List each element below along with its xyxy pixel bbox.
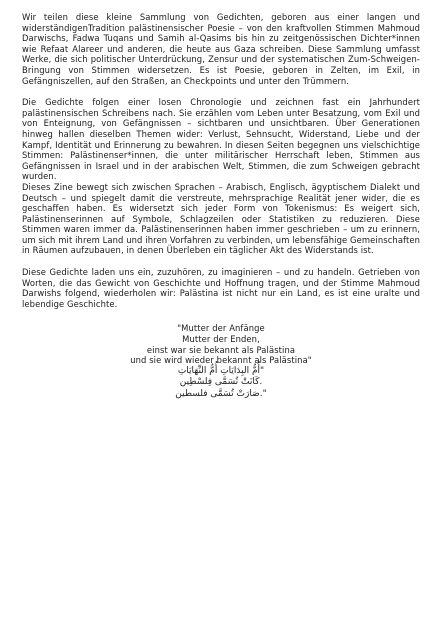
languages-paragraph: Dieses Zine bewegt sich zwischen Sprachen – Arabisch, Englisch, ägyptischem Dialekt und Deutsch – und spiegelt damit die verstreute, mehrsprachige Realität jener wider, die es geschaffen haben. Es widersetzt sich jeder Form von Tokenismus: Es weigert sich, Palästinenserinnen auf Symbole, Schlagzeilen oder Statistiken zu reduzieren. Diese Stimmen waren immer da. Palästinenserinnen haben immer geschrieben – um zu erinnern, um sich mit ihrem Land und ihren Vorfahren zu verbinden, um lebensfähige Gemeinschaften in Räumen aufzubauen, in denen Überleben ein täglicher Akt des Widerstands ist. <box>22 181 420 256</box>
zine-page <box>22 12 420 400</box>
arabic-quote-line: .كَانَتْ تُسَمَّى فِلسْطِين <box>179 377 263 388</box>
intro-paragraph: Wir teilen diese kleine Sammlung von Gedichten, geboren aus einer langen und widerständigenTradition palästinensischer Poesie – von den kraftvollen Stimmen Mahmoud Darwischs, Fadwa Tuqans und Samih al-Qasims bis hin zu zeitgenössischen Dichter*innen wie Refaat Alareer und anderen, die heute aus Gaza schreiben. Diese Sammlung umfasst Werke, die sich politischer Unterdrückung, Zensur und der systematischen Zum-Schweigen-Bringung von Stimmen widersetzen. Es ist Poesie, geboren in Zelten, im Exil, in Gefängniszellen, auf den Straßen, an Checkpoints und unter den Trümmern. <box>22 12 420 86</box>
arabic-quote-line: ".صَارَتْ تُسَمَّى فلسطين <box>175 388 267 399</box>
quote-line: Mutter der Enden, <box>182 334 260 345</box>
quote-line: "Mutter der Anfänge <box>177 323 265 334</box>
arabic-quote <box>22 366 420 401</box>
invitation-paragraph: Diese Gedichte laden uns ein, zuzuhören, zu imaginieren – und zu handeln. Getrieben von Worten, die das Gewicht von Geschichte und Hoffnung tragen, und der Stimme Mahmoud Darwishs folgend, wiederholen wir: Palästina ist nicht nur ein Land, es ist eine uralte und lebendige Geschichte. <box>22 267 420 309</box>
quote-line: und sie wird wieder bekannt als Palästina" <box>130 355 312 366</box>
chronology-paragraph: Die Gedichte folgen einer losen Chronologie und zeichnen fast ein Jahrhundert palästinensischen Schreibens nach. Sie erzählen vom Leben unter Besatzung, vom Exil und von Enteignung, von Gefängnissen – sichtbaren und unsichtbaren. Über Generationen hinweg hallen dieselben Themen wider: Verlust, Sehnsucht, Widerstand, Liebe und der Kampf, Identität und Erinnerung zu bewahren. In diesen Seiten begegnen uns vielschichtige Stimmen: Palästinenser*innen, die unter militärischer Herrschaft leben, Stimmen aus Gefängnissen in Israel und in der arabischen Welt, Stimmen, die zum Schweigen gebracht wurden. <box>22 97 420 182</box>
quote-line: einst war sie bekannt als Palästina <box>146 344 296 355</box>
german-quote <box>22 323 420 365</box>
arabic-quote-line: "أُمُّ البِدَايَاتِ أُمُّ النِّهَايَاتِ <box>177 365 265 376</box>
